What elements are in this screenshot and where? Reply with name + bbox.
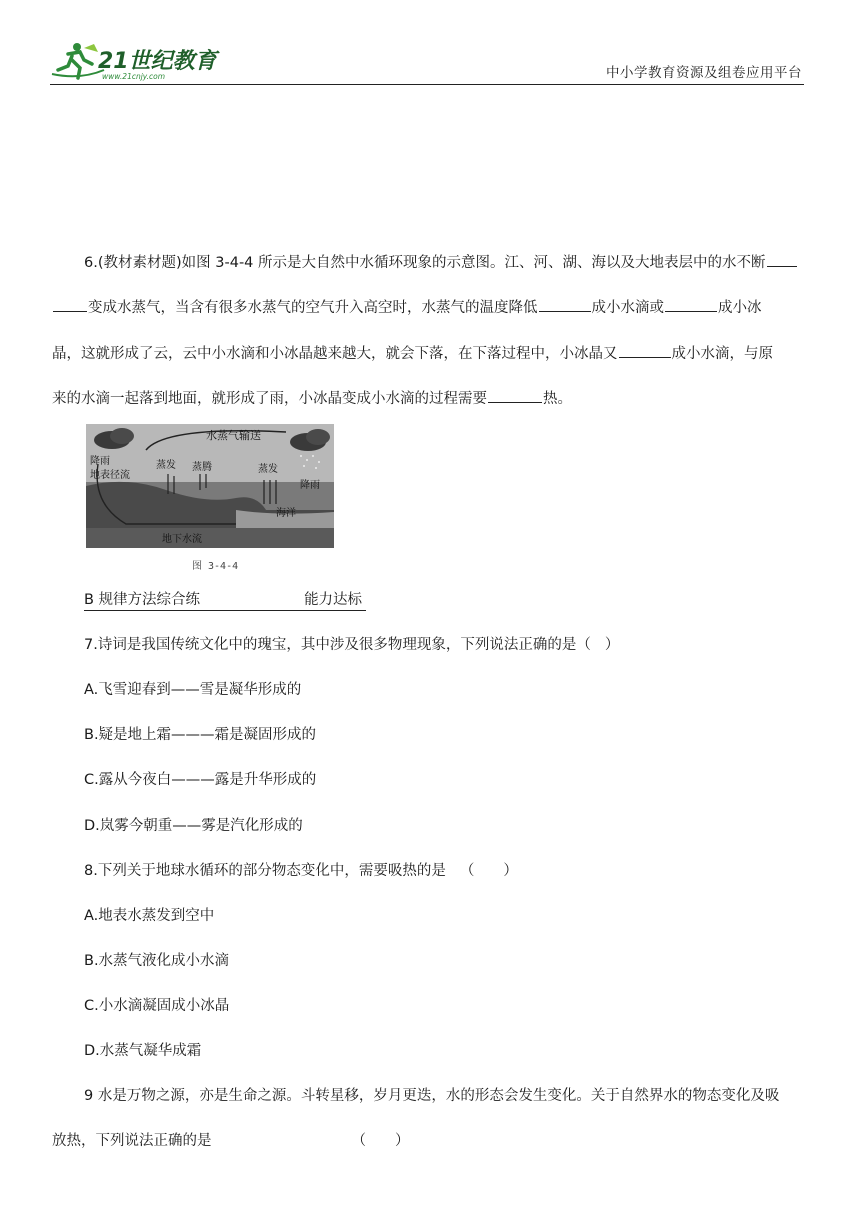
figure-caption: 图 3-4-4 xyxy=(192,561,239,572)
q8-option-d[interactable]: D.水蒸气凝华成霜 xyxy=(84,1043,202,1059)
answer-blank[interactable] xyxy=(53,297,87,312)
q6-line-1: 6.(教材素材题)如图 3-4-4 所示是大自然中水循环现象的示意图。江、河、湖、海以及大地表层中的水不断 xyxy=(52,252,840,273)
answer-blank[interactable] xyxy=(665,297,717,312)
q7-stem: 7.诗词是我国传统文化中的瑰宝，其中涉及很多物理现象，下列说法正确的是（ ） xyxy=(84,637,620,653)
q6-line-4: 来的水滴一起落到地面，就形成了雨，小冰晶变成小水滴的过程需要 热。 xyxy=(52,388,808,409)
svg-text:21世纪教育: 21世纪教育 xyxy=(98,49,217,74)
platform-name: 中小学教育资源及组卷应用平台 xyxy=(606,65,802,81)
q7-option-c[interactable]: C.露从今夜白———露是升华形成的 xyxy=(84,772,317,788)
answer-blank[interactable] xyxy=(488,388,542,403)
q7-option-a[interactable]: A.飞雪迎春到——雪是凝华形成的 xyxy=(84,682,302,698)
q8-option-a[interactable]: A.地表水蒸发到空中 xyxy=(84,908,215,924)
svg-text:蒸发: 蒸发 xyxy=(156,460,176,471)
svg-text:水蒸气输送: 水蒸气输送 xyxy=(206,429,261,442)
q8-option-b[interactable]: B.水蒸气液化成小水滴 xyxy=(84,953,230,969)
svg-text:海洋: 海洋 xyxy=(276,508,296,519)
q7-option-b[interactable]: B.疑是地上霜———霜是凝固形成的 xyxy=(84,727,317,743)
q8-option-c[interactable]: C.小水滴凝固成小冰晶 xyxy=(84,998,230,1014)
section-heading: B 规律方法综合练 能力达标 xyxy=(84,590,366,611)
svg-text:蒸发: 蒸发 xyxy=(258,464,278,475)
svg-text:地下水流: 地下水流 xyxy=(162,534,202,545)
runner-logo-icon xyxy=(50,40,230,82)
q9-line-2: 放热，下列说法正确的是 （ ） xyxy=(52,1133,410,1149)
svg-text:地表径流: 地表径流 xyxy=(90,470,130,481)
water-cycle-figure xyxy=(86,424,334,548)
water-cycle-diagram xyxy=(86,424,334,548)
svg-text:降雨: 降雨 xyxy=(90,456,110,467)
q9-line-1: 9 水是万物之源，亦是生命之源。斗转星移，岁月更迭，水的形态会发生变化。关于自然界水的物态变化及吸 xyxy=(84,1088,780,1104)
svg-text:蒸腾: 蒸腾 xyxy=(192,462,212,473)
q8-stem: 8.下列关于地球水循环的部分物态变化中，需要吸热的是 （ ） xyxy=(84,863,518,879)
svg-text:www.21cnjy.com: www.21cnjy.com xyxy=(102,72,166,81)
page-header xyxy=(50,38,804,85)
answer-blank[interactable] xyxy=(539,297,591,312)
logo xyxy=(50,40,230,82)
svg-text:降雨: 降雨 xyxy=(300,480,320,491)
answer-blank[interactable] xyxy=(619,343,671,358)
q7-option-d[interactable]: D.岚雾今朝重——雾是汽化形成的 xyxy=(84,818,303,834)
q6-line-2: 变成水蒸气，当含有很多水蒸气的空气升入高空时，水蒸气的温度降低 成小水滴或 成小冰 xyxy=(52,297,808,318)
answer-blank[interactable] xyxy=(767,252,797,267)
q6-line-3: 晶，这就形成了云，云中小水滴和小冰晶越来越大，就会下落，在下落过程中，小冰晶又 成小水滴，与原 xyxy=(52,343,808,364)
